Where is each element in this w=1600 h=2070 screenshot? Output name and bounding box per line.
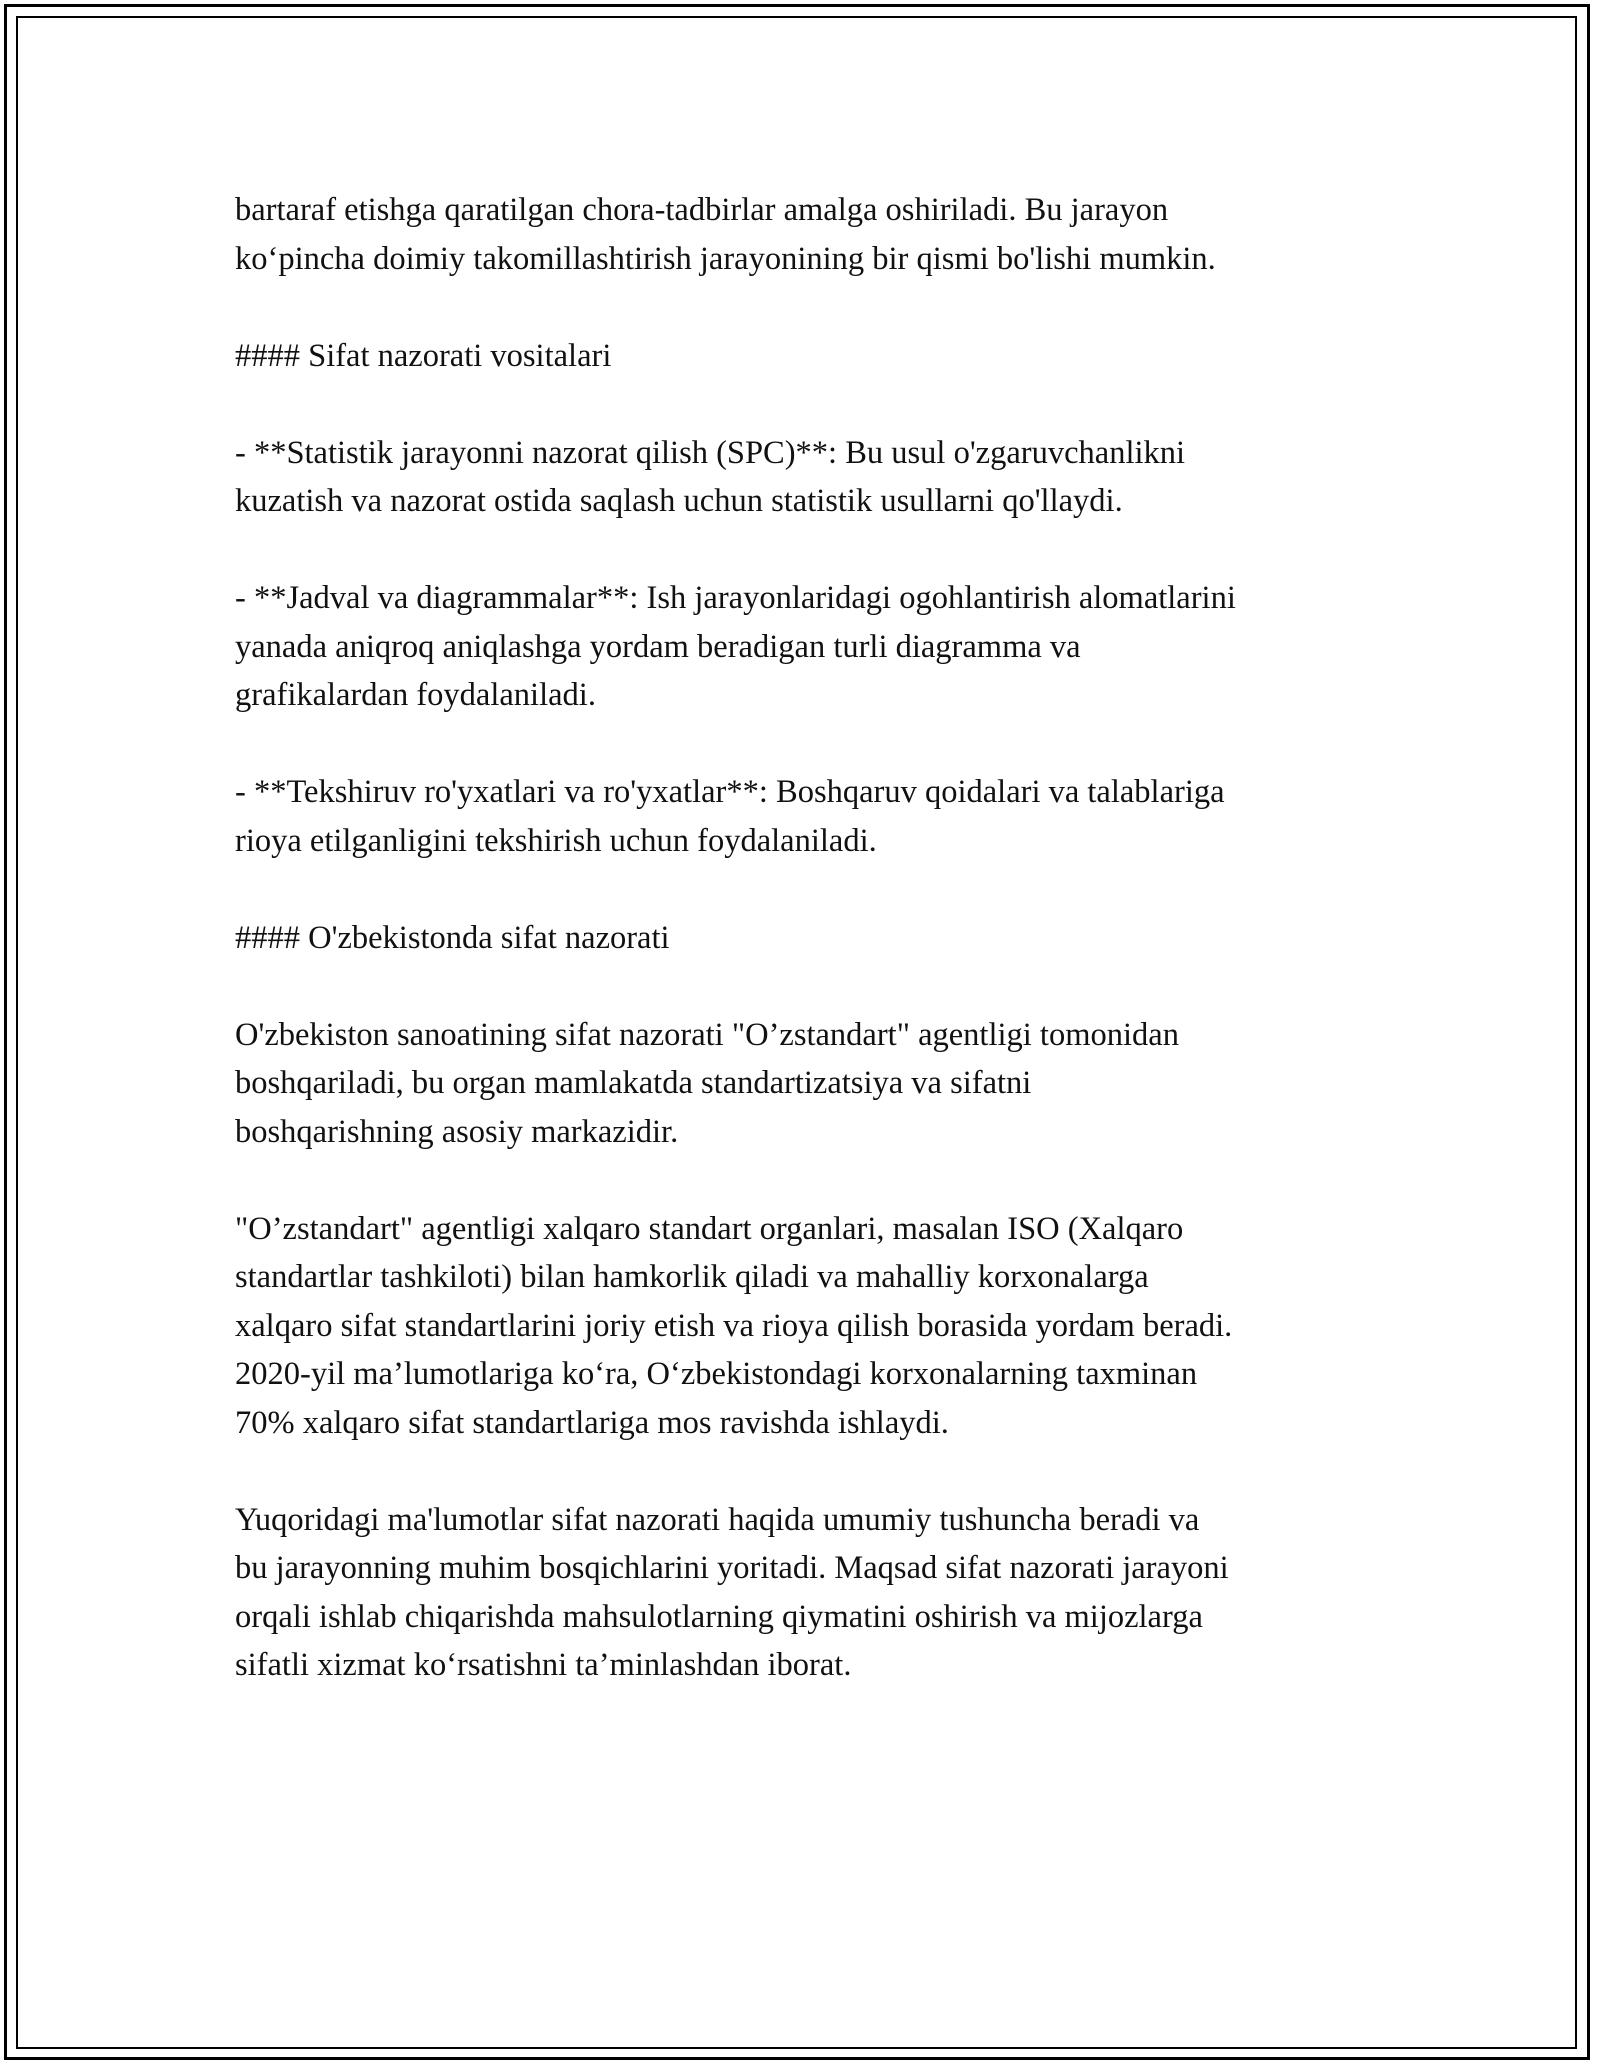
heading-quality-tools: #### Sifat nazorati vositalari <box>235 337 612 374</box>
paragraph-continued: bartaraf etishga qaratilgan chora-tadbirlar amalga oshiriladi. Bu jarayon koʻpincha doimiy takomillashtirish jarayonining bir qismi bo'lishi mumkin. <box>235 192 1216 277</box>
list-item-spc: - **Statistik jarayonni nazorat qilish (SPC)**: Bu usul o'zgaruvchanlikni kuzatish va nazorat ostida saqlash uchun statistik usullarni qo'llaydi. <box>235 434 1186 519</box>
document-body <box>235 186 1395 1738</box>
paragraph-uzstandart: O'zbekiston sanoatining sifat nazorati "O’zstandart" agentligi tomonidan boshqariladi, bu organ mamlakatda standartizatsiya va sifatni boshqarishning asosiy markazidir. <box>235 1016 1179 1150</box>
list-item-charts: - **Jadval va diagrammalar**: Ish jarayonlaridagi ogohlantirish alomatlarini yanada aniqroq aniqlashga yordam beradigan turli diagramma va grafikalardan foydalaniladi. <box>235 580 1236 713</box>
list-item-checklists: - **Tekshiruv ro'yxatlari va ro'yxatlar**: Boshqaruv qoidalari va talablariga rioya etilganligini tekshirish uchun foydalaniladi. <box>235 774 1225 859</box>
paragraph-conclusion: Yuqoridagi ma'lumotlar sifat nazorati haqida umumiy tushuncha beradi va bu jarayonning muhim bosqichlarini yoritadi. Maqsad sifat nazorati jarayoni orqali ishlab chiqarishda mahsulotlarning qiymatini oshirish va mijozlarga sifatli xizmat koʻrsatishni ta’minlashdan iborat. <box>235 1501 1229 1683</box>
heading-uzbekistan-quality: #### O'zbekistonda sifat nazorati <box>235 919 670 956</box>
paragraph-iso-cooperation: "O’zstandart" agentligi xalqaro standart organlari, masalan ISO (Xalqaro standartlar tashkiloti) bilan hamkorlik qiladi va mahalliy korxonalarga xalqaro sifat standartlarini joriy etish va rioya qilish borasida yordam beradi. 2020-yil ma’lumotlariga koʻra, Oʻzbekistondagi korxonalarning taxminan 70% xalqaro sifat standartlariga mos ravishda ishlaydi. <box>235 1210 1233 1441</box>
